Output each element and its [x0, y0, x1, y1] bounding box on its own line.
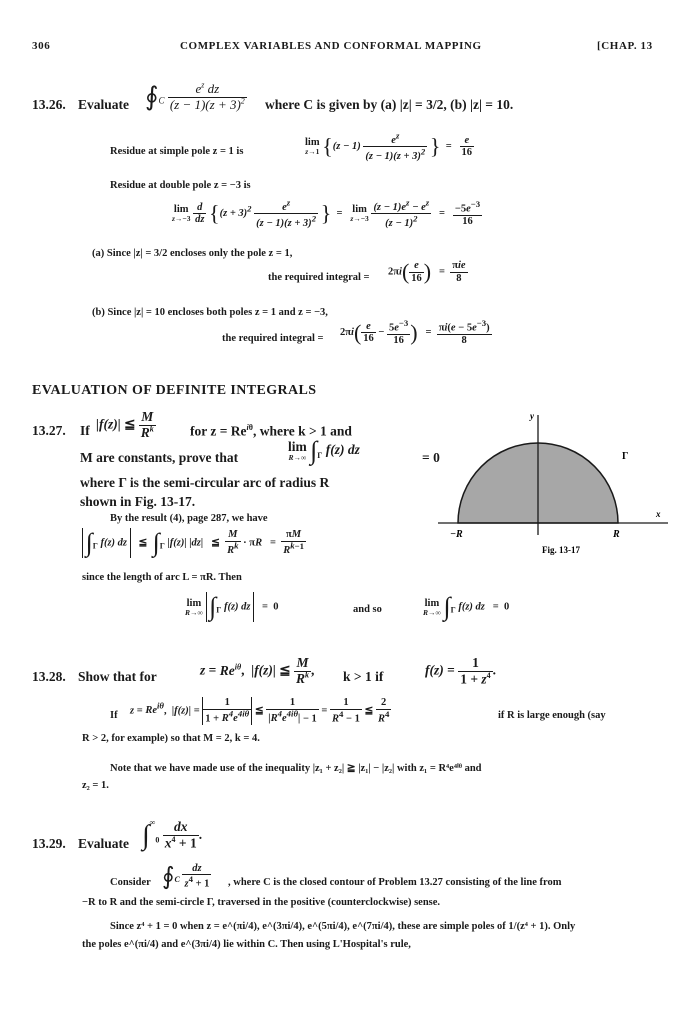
consider-line-2: −R to R and the semi-circle Γ, traversed in the positive (counterclockwise) sense.	[82, 897, 441, 908]
figure-caption: Fig. 13-17	[542, 545, 580, 555]
problem-13-27-line1-a: If	[80, 423, 90, 438]
consider-tail: , where C is the closed contour of Problem 13.27 consisting of the line from	[228, 877, 562, 888]
large-enough-text: if R is large enough (say	[498, 710, 606, 721]
problem-13-28-middle: k > 1 if	[343, 669, 384, 684]
problem-13-29-integral: $\int^\infty_0$ $\frac{dx}{x^4 + 1}$ .	[142, 818, 203, 851]
problem-13-27-limit-end: = 0	[422, 450, 440, 465]
problem-13-27-bound: |f(z)| ≦ $\frac{M}{R^k}$	[96, 409, 154, 441]
since-poles-1: Since z⁴ + 1 = 0 when z = e^(πi/4), e^(3πi/4), e^(5πi/4), e^(7πi/4), these are simple poles of 1/(z⁴ + 1). Only	[110, 921, 576, 932]
part-b-integral-value: 2πi( $\frac{e}{16}$ − $\frac{5e^{-3}}{16}$ ) = $\frac{\pi i(e - 5e^{-3})}{8}$	[340, 318, 490, 347]
chapter-label: [CHAP. 13	[597, 40, 653, 52]
problem-13-28-label: 13.28.	[32, 669, 66, 684]
since-length-text: since the length of arc L = πR. Then	[82, 572, 242, 583]
neg-r-label: −R	[450, 529, 463, 540]
and-so-text: and so	[353, 604, 382, 615]
problem-13-28-inequality: $z = Re^{i\theta}$, |f(z)| = $\frac{1}{1 + R^4e^{4i\theta}}$ ≦ $\frac{1}{|R^4e^{4i\theta}| - 1}$ = $\frac{1}{R^4 - 1}$ ≦ $\frac{2}{R^4}$	[130, 697, 390, 725]
part-a-text: (a) Since |z| = 3/2 encloses only the pole z = 1,	[92, 248, 293, 259]
section-title: EVALUATION OF DEFINITE INTEGRALS	[32, 383, 317, 398]
x-axis-label: x	[656, 509, 661, 519]
y-axis-label: y	[530, 411, 534, 421]
if-text: If	[110, 710, 118, 721]
figure-13-17	[430, 405, 680, 555]
problem-13-28-lead: Show that for	[78, 669, 157, 684]
page-number: 306	[32, 40, 51, 52]
problem-13-29-lead: Evaluate	[78, 836, 130, 851]
problem-13-28-statement: $z = Re^{i\theta}$, |f(z)| ≦ $\frac{M}{R^k}$ ,	[200, 655, 315, 687]
note-text-2: z₂ = 1.	[82, 780, 109, 791]
part-b-text: (b) Since |z| = 10 encloses both poles z = 1 and z = −3,	[92, 307, 328, 318]
integral-bound-equation: $\int_\Gamma$ f(z) dz ≦ $\int_\Gamma$ |f(z)| |dz| ≦ $\frac{M}{R^k}$ · πR = $\frac{\pi M}{R^{k-1}}$	[82, 528, 306, 558]
limit-zero-equation: lim R→∞ $\int_\Gamma$ f(z) dz = 0	[185, 592, 279, 621]
residue-simple-lead: Residue at simple pole z = 1 is	[110, 146, 244, 157]
problem-13-27-line3: where Γ is the semi-circular arc of radius R	[80, 475, 330, 490]
problem-13-27-line2: M are constants, prove that	[80, 450, 239, 465]
residue-double-equation: lim z→−3 $\frac{d}{dz}$ {$(z + 3)^2$ $\frac{e^z}{(z - 1)(z + 3)^2}$ } = lim z→−3 $\frac{(z - 1)e^z - e^z}{(z - 1)^2}$ = $\frac{-5e^{-3}}{16}$	[172, 197, 481, 229]
consider-text: Consider	[110, 877, 151, 888]
consider-integral: $∮_C$ $\frac{dz}{z^4 + 1}$	[162, 862, 210, 890]
residue-double-lead: Residue at double pole z = −3 is	[110, 180, 251, 191]
problem-13-26-tail: where C is given by (a) |z| = 3/2, (b) |z| = 10.	[265, 97, 514, 112]
r-greater-text: R > 2, for example) so that M = 2, k = 4.	[82, 733, 260, 744]
problem-13-27-line4: shown in Fig. 13-17.	[80, 494, 196, 509]
since-poles-2: the poles e^(πi/4) and e^(3πi/4) lie within C. Then using L'Hospital's rule,	[82, 939, 411, 950]
running-title: COMPLEX VARIABLES AND CONFORMAL MAPPING	[180, 40, 482, 52]
residue-simple-equation: lim z→1 {(z − 1) $\frac{e^z}{(z - 1)(z + 3)^2}$ } = $\frac{e}{16}$	[305, 130, 473, 162]
part-b-integral-lead: the required integral =	[222, 333, 324, 344]
gamma-label: Γ	[622, 451, 629, 462]
problem-13-28-function: f(z) = $\frac{1}{1 + z^4}$ .	[425, 655, 497, 687]
note-text-1: Note that we have made use of the inequality |z₁ + z₂| ≧ |z₁| − |z₂| with z₁ = R⁴e⁴ⁱᶿ and	[110, 763, 482, 774]
part-a-integral-lead: the required integral =	[268, 272, 370, 283]
problem-13-26-lead: Evaluate	[78, 97, 130, 112]
by-result-text: By the result (4), page 287, we have	[110, 513, 268, 524]
part-a-integral-value: 2πi( $\frac{e}{16}$ ) = $\frac{\text{πie}}{8}$	[388, 259, 466, 284]
problem-13-26-integral: $∮_C$ $\frac{e^z dz}{(z - 1)(z + 3)^2}$	[145, 81, 245, 112]
problem-13-27-line1-b: for $z = Re^{i\theta}$, where k > 1 and	[190, 423, 352, 439]
problem-13-29-label: 13.29.	[32, 836, 66, 851]
problem-13-27-limit: lim R→∞ $\int_\Gamma$ f(z) dz	[288, 436, 360, 465]
r-label: R	[613, 529, 620, 540]
problem-13-27-label: 13.27.	[32, 423, 66, 438]
limit-integral-equation: lim R→∞ $\int_\Gamma$ f(z) dz = 0	[423, 592, 510, 621]
problem-13-26-label: 13.26.	[32, 97, 66, 112]
